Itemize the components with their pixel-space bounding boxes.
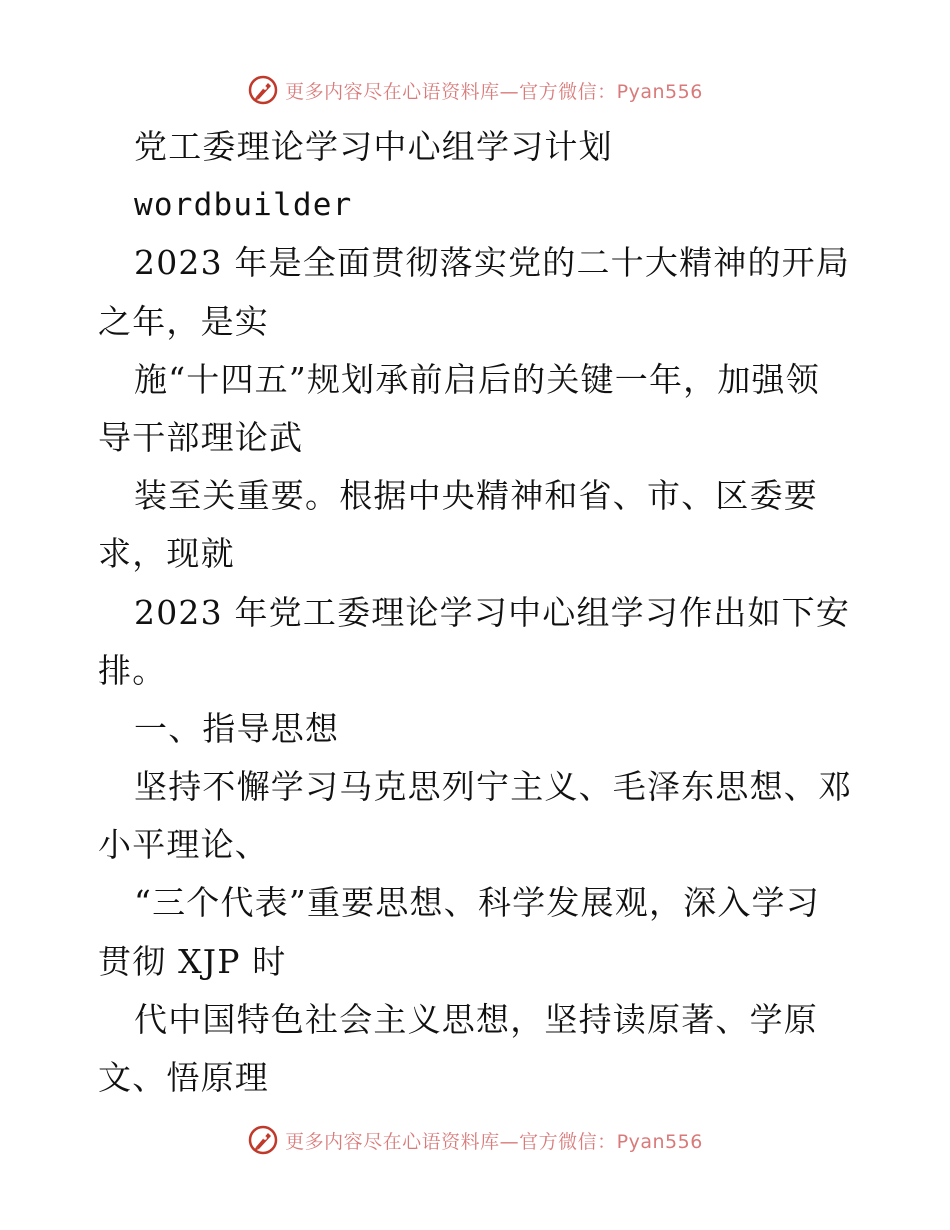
paragraph-line: 求，现就 (98, 534, 235, 574)
paragraph-line: 文、悟原理 (98, 1058, 269, 1097)
paragraph-line: 排。 (98, 650, 167, 690)
paragraph-line: “三个代表”重要思想、科学发展观，深入学习 (134, 883, 820, 923)
paragraph-line: 贯彻 XJP 时 (98, 941, 287, 981)
paragraph-line: 坚持不懈学习马克思列宁主义、毛泽东思想、邓 (134, 767, 853, 807)
author-line: wordbuilder (134, 187, 353, 224)
paragraph-line: 装至关重要。根据中央精神和省、市、区委要 (134, 476, 818, 516)
pen-nib-logo-icon (247, 1124, 279, 1156)
section-heading: 一、指导思想 (134, 708, 340, 748)
paragraph-line: 之年，是实 (98, 301, 269, 341)
watermark-text: 更多内容尽在心语资料库—官方微信：Pyan556 (285, 1130, 703, 1153)
watermark-footer (0, 1120, 950, 1160)
watermark-text: 更多内容尽在心语资料库—官方微信：Pyan556 (285, 80, 703, 103)
paragraph-line: 2023 年是全面贯彻落实党的二十大精神的开局 (134, 243, 851, 283)
paragraph-line: 小平理论、 (98, 825, 269, 865)
paragraph-line: 导干部理论武 (98, 417, 304, 457)
paragraph-line: 2023 年党工委理论学习中心组学习作出如下安 (134, 592, 851, 632)
document-title: 党工委理论学习中心组学习计划 (134, 127, 613, 166)
paragraph-line: 施“十四五”规划承前启后的关键一年，加强领 (134, 359, 820, 399)
document-body (98, 118, 868, 1107)
watermark-header (0, 70, 950, 110)
paragraph-line: 代中国特色社会主义思想，坚持读原著、学原 (134, 999, 818, 1039)
pen-nib-logo-icon (247, 74, 279, 106)
